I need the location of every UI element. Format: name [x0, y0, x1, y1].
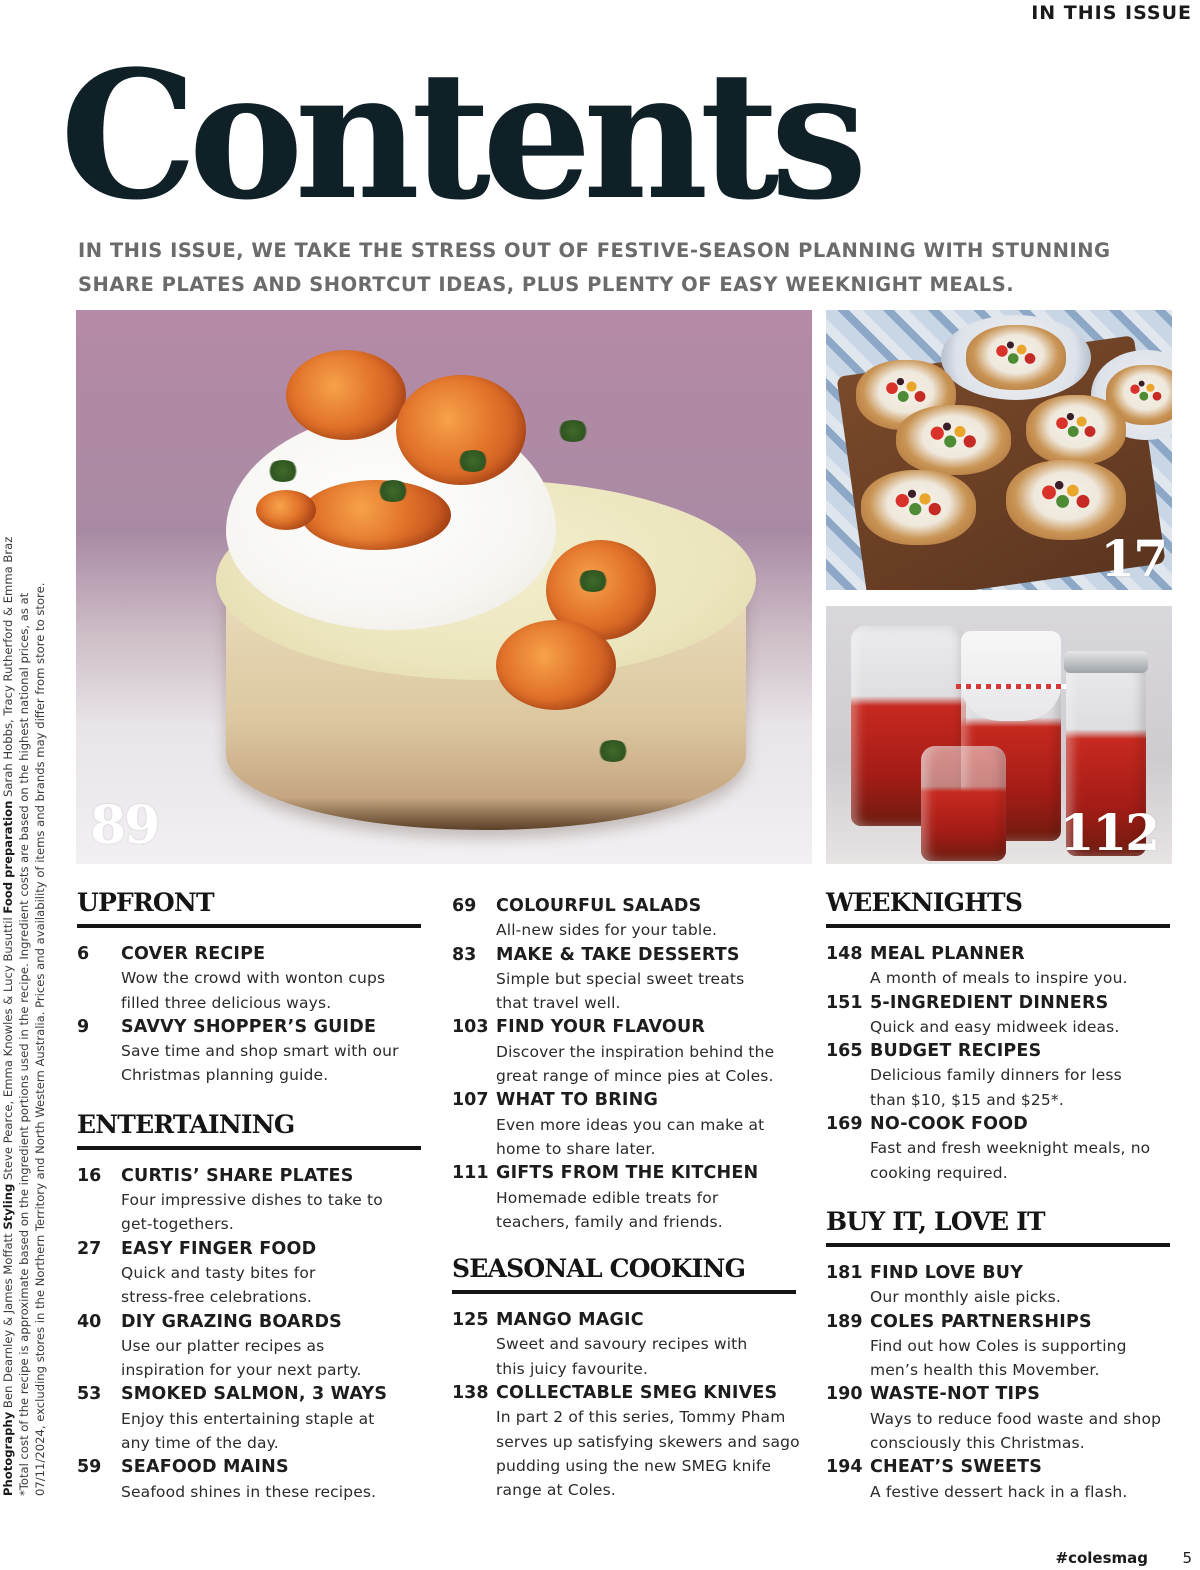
- page-number: 181: [826, 1262, 863, 1283]
- thyme-sprig: [266, 460, 300, 482]
- photo-page-number: 112: [1059, 803, 1158, 862]
- page-number: 189: [826, 1311, 863, 1332]
- intro-text: IN THIS ISSUE, WE TAKE THE STRESS OUT OF FESTIVE-SEASON PLANNING WITH STUNNING SHARE PLATES AND SHORTCUT IDEAS, PLUS PLENTY OF EASY WEEKNIGHT MEALS.: [78, 239, 1111, 296]
- entry-description: Four impressive dishes to take to get-togethers.: [121, 1191, 383, 1234]
- entry-description: Discover the inspiration behind the great range of mince pies at Coles.: [496, 1042, 775, 1086]
- entry-title: COLES PARTNERSHIPS: [870, 1311, 1092, 1332]
- page-number: 16: [77, 1165, 102, 1186]
- page-number: 107: [452, 1090, 489, 1111]
- entry-title: DIY GRAZING BOARDS: [121, 1311, 342, 1332]
- entry-description: Wow the crowd with wonton cups filled three delicious ways.: [121, 969, 386, 1012]
- contents-column-3: [826, 888, 1170, 1504]
- entry-description: Quick and tasty bites for stress-free celebrations.: [121, 1263, 316, 1307]
- entry-description: Even more ideas you can make at home to share later.: [496, 1115, 765, 1158]
- entry-description: In part 2 of this series, Tommy Pham serves up satisfying skewers and sago pudding using the new SMEG knife range at Coles.: [496, 1408, 800, 1500]
- jar-lid: [1064, 651, 1148, 673]
- entry-description: Quick and easy midweek ideas.: [870, 1017, 1120, 1036]
- entry-title: MANGO MAGIC: [496, 1310, 644, 1331]
- page-number: 40: [77, 1311, 102, 1332]
- toc-entry[interactable]: [452, 1161, 796, 1234]
- entry-title: GIFTS FROM THE KITCHEN: [496, 1163, 759, 1184]
- bruschetta-photo[interactable]: [826, 310, 1172, 590]
- page-title: Contents: [60, 32, 859, 239]
- toc-entry[interactable]: [826, 1310, 1170, 1383]
- page-number: 83: [452, 944, 477, 965]
- toc-entry[interactable]: [77, 1382, 421, 1455]
- entry-description: Homemade edible treats for teachers, family and friends.: [496, 1188, 723, 1231]
- thyme-sprig: [376, 480, 410, 502]
- entry-title: WHAT TO BRING: [496, 1090, 659, 1111]
- cloth-lid: [961, 631, 1061, 721]
- entry-title: SEAFOOD MAINS: [121, 1457, 289, 1478]
- entry-description: Find out how Coles is supporting men’s health this Movember.: [870, 1336, 1127, 1380]
- apricot: [496, 620, 616, 710]
- section-heading-seasonal-cooking: SEASONAL COOKING: [452, 1254, 796, 1294]
- entry-title: SMOKED SALMON, 3 WAYS: [121, 1384, 388, 1405]
- toc-entry[interactable]: [826, 1039, 1170, 1112]
- entry-title: BUDGET RECIPES: [870, 1041, 1042, 1062]
- entry-title: COLLECTABLE SMEG KNIVES: [496, 1383, 778, 1404]
- photography-label: Photography: [1, 1411, 15, 1496]
- thyme-sprig: [596, 740, 630, 762]
- entry-title: FIND LOVE BUY: [870, 1262, 1024, 1283]
- contents-column-2: [452, 894, 800, 1503]
- entry-description: Use our platter recipes as inspiration for your next party.: [121, 1336, 362, 1380]
- toc-entry[interactable]: [826, 1112, 1170, 1185]
- toc-entry[interactable]: [826, 991, 1170, 1040]
- page-number: 151: [826, 992, 863, 1013]
- page-number: 111: [452, 1163, 489, 1184]
- bruschetta: [861, 470, 976, 545]
- section-heading-entertaining: ENTERTAINING: [77, 1110, 421, 1150]
- apricot: [256, 490, 316, 530]
- page-number: 190: [826, 1384, 863, 1405]
- toc-entry[interactable]: [826, 1382, 1170, 1455]
- thyme-sprig: [576, 570, 610, 592]
- page-number: 6: [77, 944, 90, 964]
- credits-line-3: 07/11/2024, excluding stores in the Northern Territory and North Western Australia. Prices and availability of items and brands may differ from store to store.: [33, 582, 47, 1496]
- chilli-oil-jars-photo[interactable]: [826, 606, 1172, 864]
- entry-title: SAVVY SHOPPER’S GUIDE: [121, 1016, 377, 1037]
- entry-title: CURTIS’ SHARE PLATES: [121, 1165, 354, 1186]
- page-number: 194: [826, 1457, 863, 1478]
- toc-entry[interactable]: [77, 1164, 421, 1237]
- entry-title: MAKE & TAKE DESSERTS: [496, 944, 740, 965]
- entry-description: Fast and fresh weeknight meals, no cooking required.: [870, 1139, 1151, 1182]
- twine: [956, 684, 1066, 689]
- toc-entry[interactable]: [826, 942, 1170, 991]
- styling-label: Styling: [1, 1183, 15, 1230]
- entry-title: COVER RECIPE: [121, 944, 266, 964]
- bruschetta: [1026, 395, 1126, 465]
- cheesecake-photo[interactable]: [76, 310, 812, 864]
- credits-line-2: *Total cost of the recipe is approximate based on the ingredient portions used in the recipe. Ingredient costs are based on the highest national prices, as at: [17, 592, 31, 1496]
- section-heading-upfront: UPFRONT: [77, 888, 421, 928]
- contents-column-1: [77, 888, 421, 1504]
- page-number: 148: [826, 944, 863, 964]
- thyme-sprig: [556, 420, 590, 442]
- section-heading-weeknights: WEEKNIGHTS: [826, 888, 1170, 928]
- entry-title: NO-COOK FOOD: [870, 1114, 1028, 1135]
- entry-title: 5-INGREDIENT DINNERS: [870, 992, 1109, 1013]
- toc-entry[interactable]: [77, 1015, 421, 1088]
- toc-entry[interactable]: [452, 1088, 796, 1161]
- entry-title: COLOURFUL SALADS: [496, 896, 702, 916]
- photography-names: Ben Dearnley & James Moffatt: [1, 1229, 15, 1412]
- entry-description: Delicious family dinners for less than $10, $15 and $25*.: [870, 1066, 1122, 1109]
- entry-title: WASTE-NOT TIPS: [870, 1384, 1041, 1405]
- entry-description: A month of meals to inspire you.: [870, 969, 1128, 988]
- section-heading-buy-it-love-it: BUY IT, LOVE IT: [826, 1207, 1170, 1247]
- entry-title: MEAL PLANNER: [870, 944, 1025, 964]
- section-kicker: IN THIS ISSUE: [1031, 2, 1192, 24]
- page-number: 59: [77, 1457, 102, 1478]
- toc-entry[interactable]: [77, 1455, 421, 1504]
- food-prep-names: Sarah Hobbs, Tracy Rutherford & Emma Braz: [1, 536, 15, 801]
- entry-description: All-new sides for your table.: [496, 921, 718, 940]
- entry-description: A festive dessert hack in a flash.: [870, 1482, 1128, 1501]
- toc-entry[interactable]: [77, 942, 421, 1015]
- toc-entry[interactable]: [826, 1455, 1170, 1504]
- thyme-sprig: [456, 450, 490, 472]
- page-number: 27: [77, 1238, 102, 1259]
- toc-entry[interactable]: [826, 1261, 1170, 1310]
- toc-entry[interactable]: [452, 1308, 796, 1381]
- toc-entry[interactable]: [452, 894, 796, 943]
- jar: [921, 746, 1006, 861]
- page-number: 138: [452, 1383, 489, 1404]
- page-number: 169: [826, 1114, 863, 1135]
- toc-entry[interactable]: [77, 1310, 421, 1383]
- entry-description: Seafood shines in these recipes.: [121, 1482, 377, 1501]
- page-number: 9: [77, 1016, 90, 1037]
- toc-entry[interactable]: [452, 943, 796, 1016]
- footer-hashtag: #colesmag: [1055, 1549, 1148, 1567]
- page-number: 125: [452, 1310, 489, 1331]
- bruschetta: [1006, 460, 1126, 540]
- apricot: [286, 350, 406, 440]
- credits-line-1: [0, 430, 16, 1496]
- entry-description: Enjoy this entertaining staple at any time of the day.: [121, 1409, 375, 1453]
- toc-entry[interactable]: [452, 1015, 796, 1088]
- bruschetta: [896, 405, 1011, 475]
- food-prep-label: Food preparation: [1, 800, 15, 914]
- page-number: 69: [452, 896, 477, 916]
- entry-description: Sweet and savoury recipes with this juicy favourite.: [496, 1335, 748, 1378]
- photo-page-number: 17: [1100, 529, 1166, 588]
- footer-page-number: 5: [1182, 1549, 1192, 1567]
- photo-page-number: 89: [90, 795, 159, 856]
- photo-credits: [0, 430, 48, 1500]
- page-number: 103: [452, 1017, 489, 1038]
- entry-title: EASY FINGER FOOD: [121, 1238, 317, 1259]
- entry-description: Simple but special sweet treats that travel well.: [496, 969, 745, 1013]
- entry-description: Our monthly aisle picks.: [870, 1288, 1061, 1307]
- bruschetta: [966, 325, 1066, 390]
- page-number: 53: [77, 1384, 102, 1405]
- entry-description: Ways to reduce food waste and shop consciously this Christmas.: [870, 1409, 1162, 1453]
- entry-description: Save time and shop smart with our Christmas planning guide.: [121, 1042, 399, 1085]
- styling-names: Steve Pearce, Emma Knowles & Lucy Busuttil: [1, 913, 15, 1184]
- entry-title: CHEAT’S SWEETS: [870, 1457, 1043, 1478]
- toc-entry[interactable]: [77, 1237, 421, 1310]
- entry-title: FIND YOUR FLAVOUR: [496, 1017, 706, 1038]
- toc-entry[interactable]: [452, 1381, 800, 1502]
- page-number: 165: [826, 1041, 863, 1062]
